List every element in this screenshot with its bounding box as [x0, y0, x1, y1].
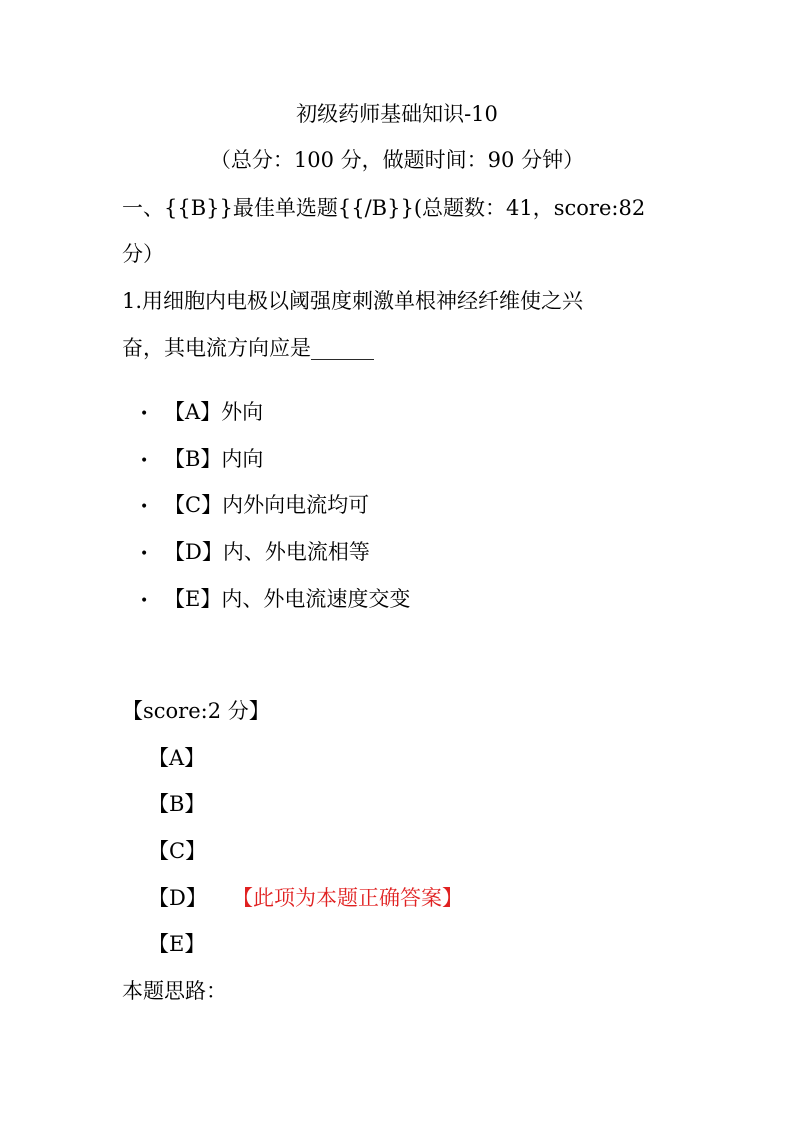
section-heading-line1: 一、{{B}}最佳单选题{{/B}}(总题数：41，score:82 [122, 196, 646, 220]
option-a [140, 398, 263, 428]
bullet-icon: • [140, 405, 149, 422]
correct-answer-note: 【此项为本题正确答案】 [232, 886, 463, 910]
bullet-icon: • [140, 498, 149, 515]
answer-b [148, 790, 232, 818]
bullet-icon: • [140, 545, 149, 562]
answer-label: 【A】 [148, 746, 206, 770]
option-d [140, 538, 370, 568]
analysis-label: 本题思路： [122, 979, 227, 1003]
option-text: 【C】内外向电流均可 [164, 493, 370, 517]
answer-label: 【D】 [148, 886, 207, 910]
score-label: 【score:2 分】 [122, 699, 270, 723]
option-e [140, 585, 410, 615]
page-title: 初级药师基础知识-10 [296, 102, 498, 126]
answer-c [148, 837, 232, 865]
answer-a [148, 744, 232, 772]
section-heading-line2: 分） [122, 242, 164, 266]
option-b [140, 445, 263, 475]
answer-label: 【C】 [148, 839, 207, 863]
bullet-icon: • [140, 452, 149, 469]
option-text: 【A】外向 [164, 400, 264, 424]
page-subtitle: （总分：100 分，做题时间：90 分钟） [209, 148, 585, 172]
bullet-icon: • [140, 592, 149, 609]
option-text: 【B】内向 [164, 447, 264, 471]
answer-d [148, 884, 463, 912]
answer-label: 【B】 [148, 792, 206, 816]
option-text: 【E】内、外电流速度交变 [164, 587, 411, 611]
question-text-line1: 1.用细胞内电极以阈强度刺激单根神经纤维使之兴 [122, 289, 584, 313]
option-text: 【D】内、外电流相等 [164, 540, 370, 564]
option-c [140, 491, 369, 521]
question-text-line2: 奋，其电流方向应是______ [122, 336, 374, 360]
answer-e [148, 930, 232, 958]
answer-label: 【E】 [148, 932, 206, 956]
